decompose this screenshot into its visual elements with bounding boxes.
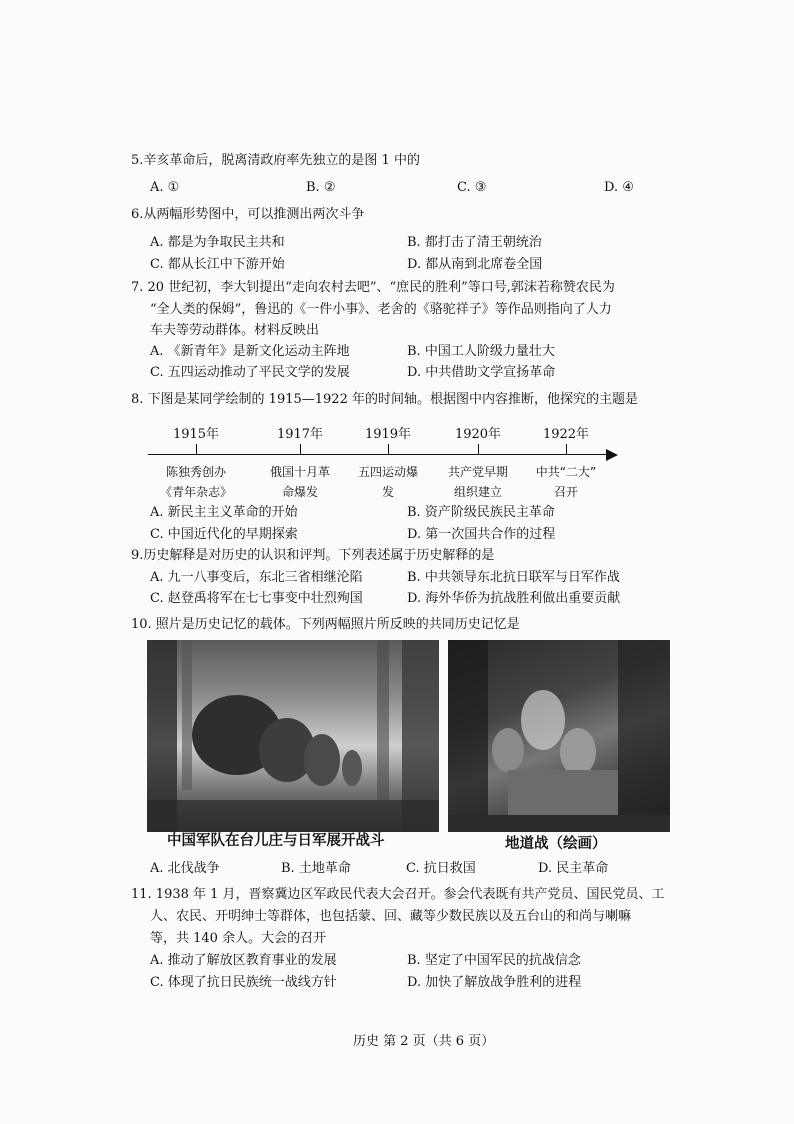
q11-option-d: D. 加快了解放战争胜利的进程 [407, 975, 582, 990]
q11-option-c: C. 体现了抗日民族统一战线方针 [150, 975, 337, 990]
timeline-event-line: 召开 [553, 485, 578, 499]
q5-option-a: A. ① [150, 180, 180, 195]
timeline-1915-1922 [148, 418, 628, 508]
q5-option-c: C. ③ [457, 180, 487, 195]
timeline-event [440, 462, 516, 502]
photo-caption-tunnel-warfare: 地道战（绘画） [505, 836, 607, 852]
timeline-year: 1920年 [454, 427, 502, 442]
question-7-stem-line-1: 7. 20 世纪初，李大钊提出“走向农村去吧”、“庶民的胜利”等口号,郭沫若称赞农民为 [131, 280, 615, 295]
question-8-stem: 8. 下图是某同学绘制的 1915—1922 年的时间轴。根据图中内容推断，他探究的主题是 [131, 392, 638, 407]
timeline-event-line: 共产党早期 [447, 465, 508, 479]
photo-caption-taierzhuang: 中国军队在台儿庄与日军展开战斗 [167, 833, 385, 849]
q5-option-d: D. ④ [604, 180, 634, 195]
timeline-tick [196, 444, 197, 454]
question-10-stem: 10. 照片是历史记忆的载体。下列两幅照片所反映的共同历史记忆是 [131, 617, 520, 632]
timeline-year: 1915年 [172, 427, 220, 442]
q10-option-b: B. 土地革命 [281, 861, 351, 876]
question-11-stem-line-3: 等，共 140 余人。大会的召开 [150, 931, 327, 946]
q9-option-d: D. 海外华侨为抗战胜利做出重要贡献 [407, 591, 621, 606]
timeline-tick [388, 444, 389, 454]
question-11-stem-line-2: 人、农民、开明绅士等群体，也包括蒙、回、藏等少数民族以及五台山的和尚与喇嘛 [150, 909, 632, 924]
q10-option-d: D. 民主革命 [538, 861, 609, 876]
q6-option-d: D. 都从南到北席卷全国 [407, 257, 543, 272]
question-5-stem: 5.辛亥革命后，脱离清政府率先独立的是图 1 中的 [131, 153, 420, 168]
timeline-event-line: 五四运动爆 [357, 465, 418, 479]
timeline-year: 1919年 [364, 427, 412, 442]
battle-scene-illustration [147, 640, 439, 832]
timeline-event-line: 发 [381, 485, 394, 499]
timeline-arrow-icon [606, 449, 618, 461]
timeline-tick [566, 444, 567, 454]
timeline-year: 1917年 [276, 427, 324, 442]
timeline-event-line: 中共“二大” [535, 465, 597, 479]
q6-option-b: B. 都打击了清王朝统治 [407, 235, 542, 250]
timeline-event-line: 陈独秀创办 [165, 465, 226, 479]
q8-option-a: A. 新民主主义革命的开始 [150, 505, 298, 520]
q11-option-a: A. 推动了解放区教育事业的发展 [150, 953, 337, 968]
question-9-stem: 9.历史解释是对历史的认识和评判。下列表述属于历史解释的是 [131, 548, 495, 563]
timeline-event [528, 462, 604, 502]
timeline-event-line: 组织建立 [453, 485, 502, 499]
timeline-event-line: 命爆发 [281, 485, 318, 499]
q9-option-c: C. 赵登禹将军在七七事变中壮烈殉国 [150, 591, 363, 606]
timeline-event-line: 俄国十月革 [269, 465, 330, 479]
q7-option-a: A. 《新青年》是新文化运动主阵地 [150, 344, 350, 359]
tunnel-scene-illustration [448, 640, 670, 832]
timeline-tick [478, 444, 479, 454]
timeline-year: 1922年 [542, 427, 590, 442]
q10-option-a: A. 北伐战争 [150, 861, 220, 876]
tunnel-warfare-painting [448, 640, 670, 832]
timeline-event [350, 462, 426, 502]
timeline-tick [300, 444, 301, 454]
q8-option-b: B. 资产阶级民族民主革命 [407, 505, 555, 520]
q10-option-c: C. 抗日救国 [406, 861, 476, 876]
q7-option-c: C. 五四运动推动了平民文学的发展 [150, 365, 350, 380]
q5-option-b: B. ② [306, 180, 336, 195]
q6-option-a: A. 都是为争取民主共和 [150, 235, 285, 250]
question-7-stem-line-2: “全人类的保姆”，鲁迅的《一件小事》、老舍的《骆驼祥子》等作品则指向了人力 [150, 302, 612, 317]
q6-option-c: C. 都从长江中下游开始 [150, 257, 285, 272]
timeline-event [262, 462, 338, 502]
q7-option-d: D. 中共借助文学宣扬革命 [407, 365, 556, 380]
q11-option-b: B. 坚定了中国军民的抗战信念 [407, 953, 581, 968]
taierzhuang-battle-photo [147, 640, 439, 832]
q8-option-c: C. 中国近代化的早期探索 [150, 527, 298, 542]
question-7-stem-line-3: 车夫等劳动群体。材料反映出 [150, 323, 320, 338]
question-11-stem-line-1: 11. 1938 年 1 月，晋察冀边区军政民代表大会召开。参会代表既有共产党员、国民党员、工 [131, 887, 665, 902]
timeline-event [158, 462, 234, 502]
timeline-axis [148, 454, 610, 455]
page-footer: 历史 第 2 页（共 6 页） [353, 1034, 495, 1049]
q9-option-a: A. 九一八事变后，东北三省相继沦陷 [150, 570, 363, 585]
q8-option-d: D. 第一次国共合作的过程 [407, 527, 556, 542]
q7-option-b: B. 中国工人阶级力量壮大 [407, 344, 555, 359]
timeline-event-line: 《青年杂志》 [159, 485, 232, 499]
q9-option-b: B. 中共领导东北抗日联军与日军作战 [407, 570, 620, 585]
question-6-stem: 6.从两幅形势图中，可以推测出两次斗争 [131, 207, 365, 222]
